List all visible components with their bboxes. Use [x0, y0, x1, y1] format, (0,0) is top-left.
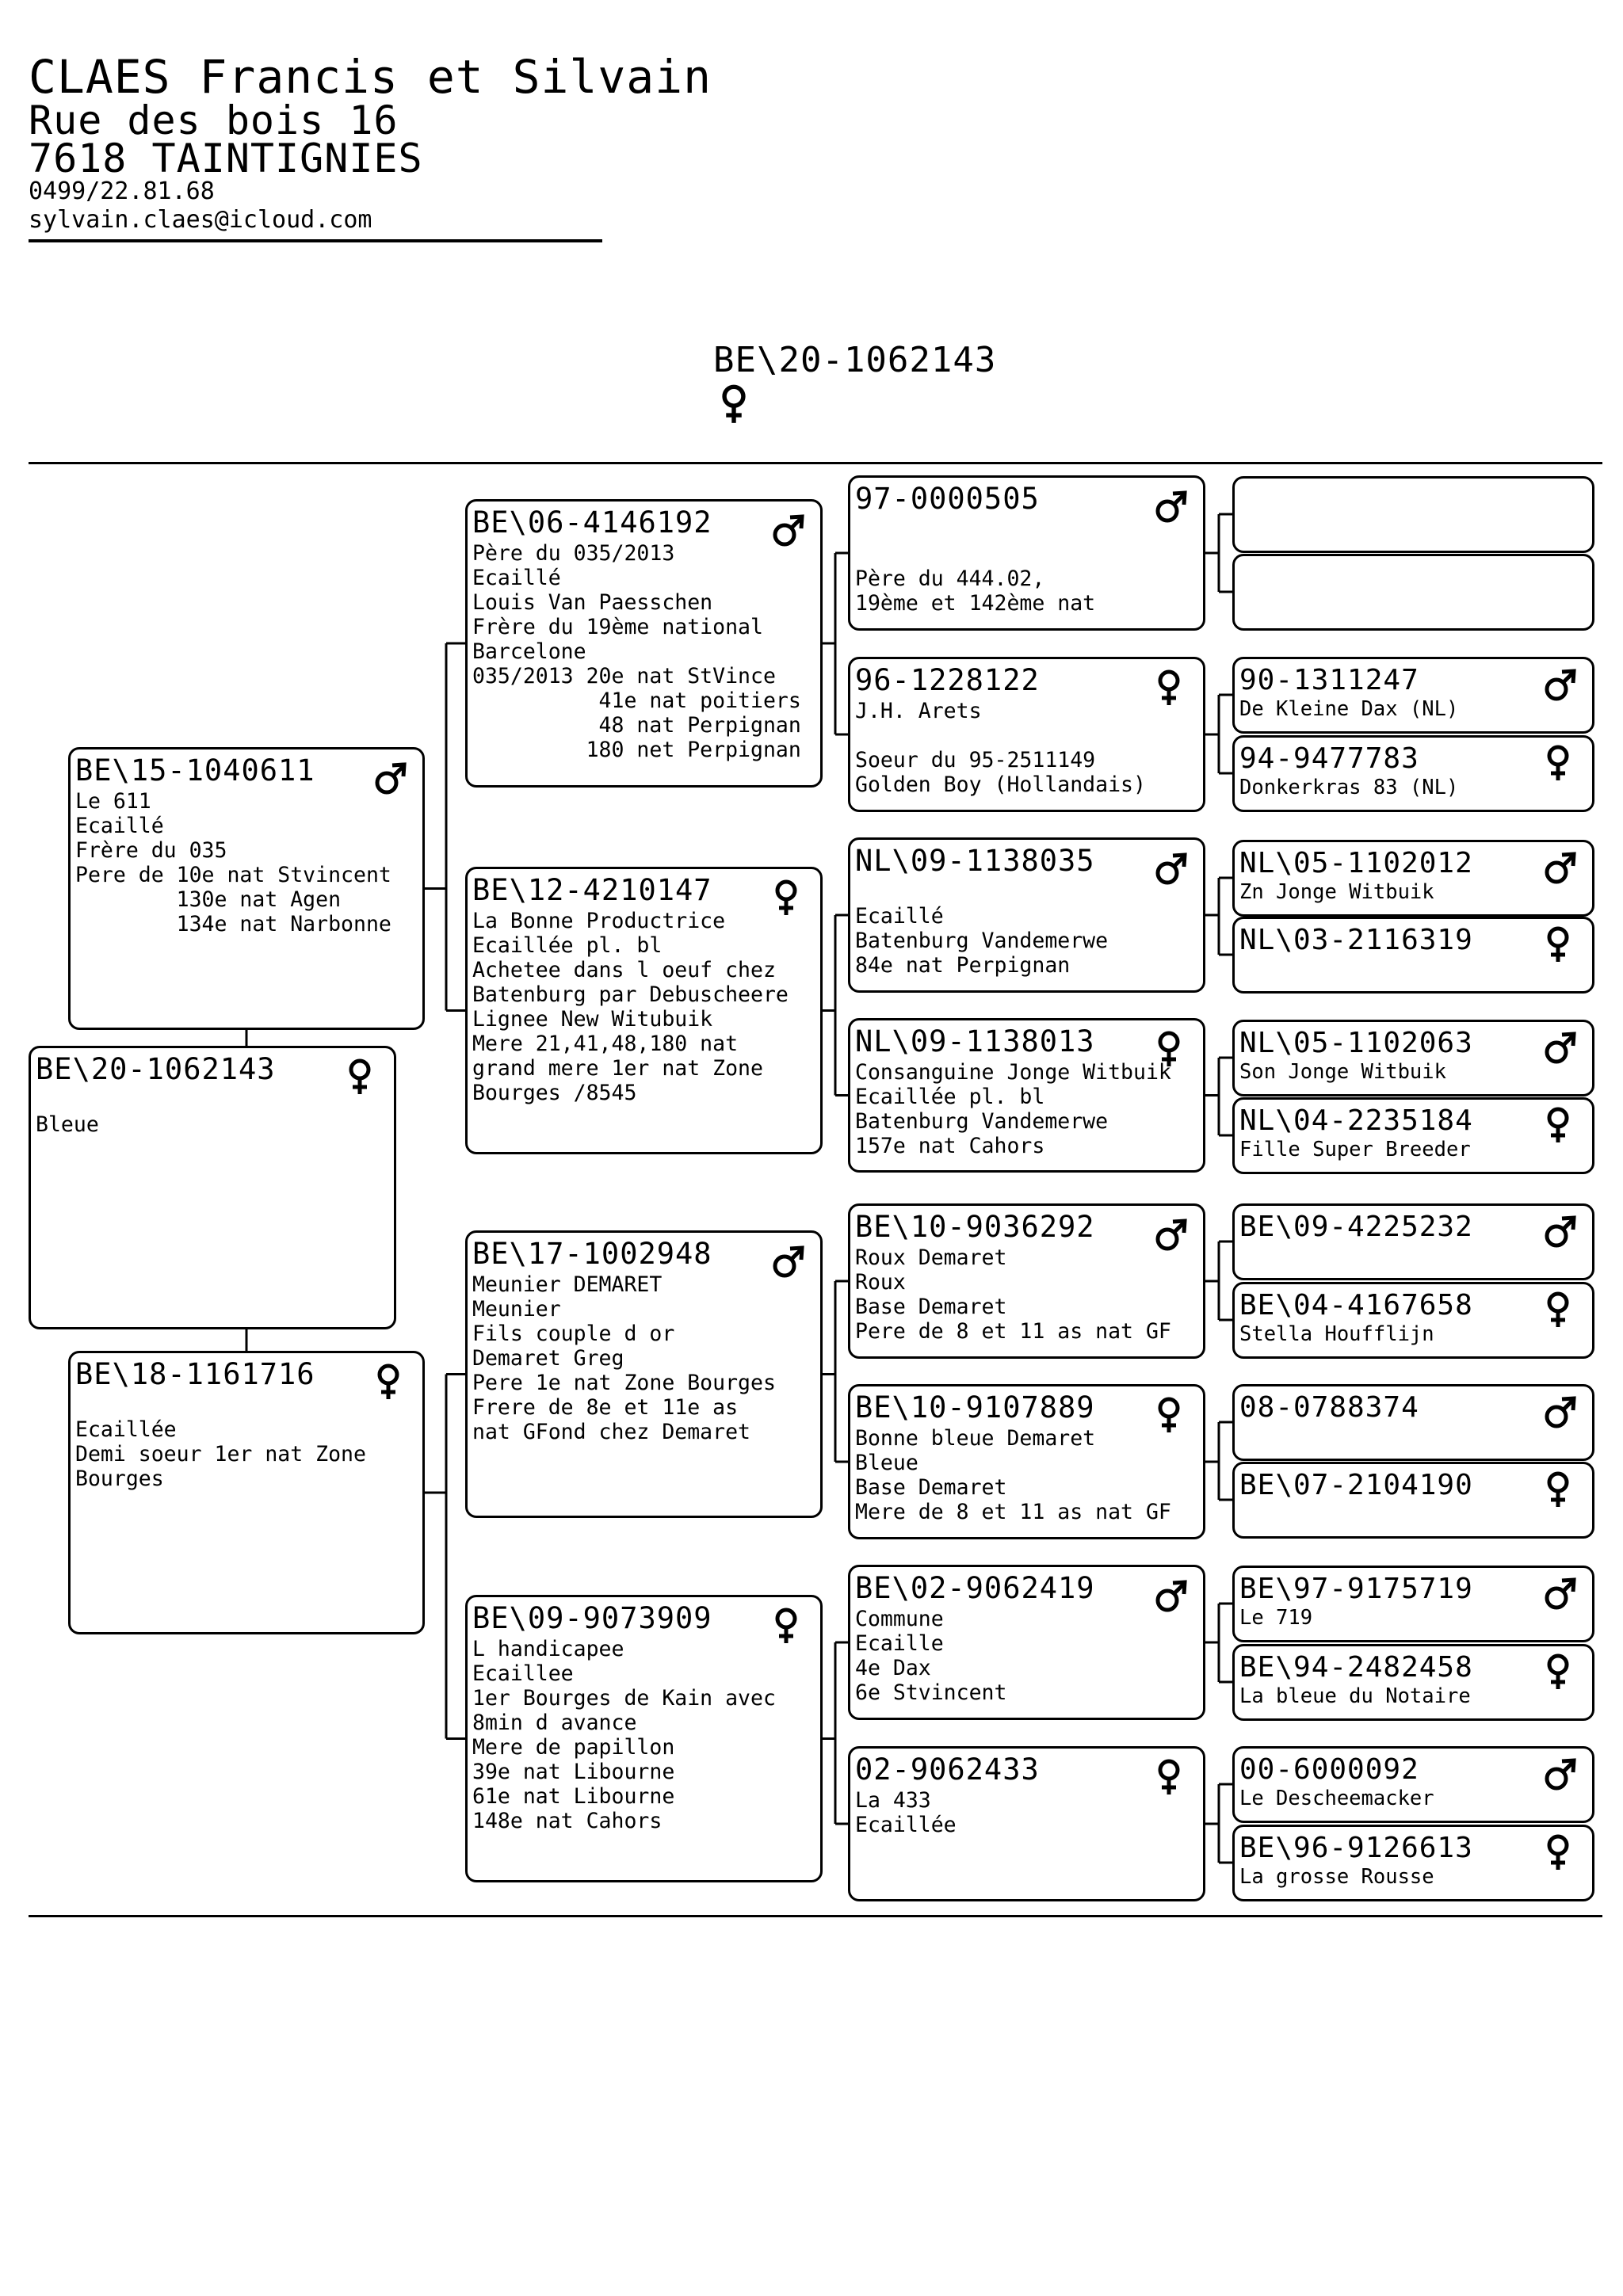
male-icon [1541, 1393, 1578, 1431]
pigeon-note: Donkerkras 83 (NL) [1239, 776, 1459, 799]
ancestor-box[interactable] [1232, 1384, 1594, 1461]
pigeon-note: 19ème et 142ème nat [855, 591, 1096, 616]
pigeon-note: Pere de 8 et 11 as nat GF [855, 1319, 1171, 1344]
male-icon [1541, 1574, 1578, 1612]
pigeon-note: Ecaillée pl. bl [472, 933, 663, 958]
pigeon-note: Frère du 035 [75, 838, 227, 863]
male-icon [372, 759, 408, 797]
pigeon-note: Ecaillée pl. bl [855, 1085, 1045, 1109]
great-grandparent-box[interactable] [848, 1384, 1205, 1539]
pigeon-note: 61e nat Libourne [472, 1784, 675, 1809]
ring-number: 00-6000092 [1239, 1753, 1419, 1786]
ring-number: BE\96-9126613 [1239, 1832, 1473, 1864]
ring-number: 08-0788374 [1239, 1391, 1419, 1424]
pigeon-note [855, 517, 1203, 542]
subject-ring-number: BE\20-1062143 [713, 340, 997, 380]
pigeon-note: Ecaillé [472, 566, 561, 590]
ring-number: 90-1311247 [1239, 664, 1419, 696]
great-grandparent-box[interactable] [848, 1203, 1205, 1359]
ring-number: BE\07-2104190 [1239, 1469, 1473, 1501]
ring-number: BE\02-9062419 [855, 1571, 1095, 1605]
ring-number: 94-9477783 [1239, 742, 1419, 775]
pigeon-note: 157e nat Cahors [855, 1134, 1045, 1158]
ring-number: BE\09-4225232 [1239, 1211, 1473, 1243]
pigeon-note: Consanguine Jonge Witbuik [855, 1060, 1171, 1085]
pigeon-note: Ecaillée [75, 1417, 177, 1442]
pigeon-note: Frere de 8e et 11e as [472, 1395, 739, 1420]
pigeon-note: Fils couple d or [472, 1322, 675, 1346]
male-icon [769, 1242, 806, 1280]
ring-number: NL\09-1138013 [855, 1024, 1095, 1058]
pigeon-note: 035/2013 20e nat StVince [472, 664, 776, 688]
pigeon-note: Base Demaret [855, 1475, 1007, 1500]
female-icon [1152, 1758, 1189, 1796]
female-icon [1541, 1833, 1578, 1871]
female-icon [1152, 1396, 1189, 1434]
great-grandparent-box[interactable] [848, 475, 1205, 631]
pigeon-note: 134e nat Narbonne [75, 912, 391, 936]
pigeon-note: Batenburg par Debuscheere [472, 982, 789, 1007]
ring-number: BE\94-2482458 [1239, 1651, 1473, 1684]
ancestor-box[interactable] [1232, 1020, 1594, 1097]
pigeon-note [855, 879, 1203, 904]
ring-number: BE\09-9073909 [472, 1601, 712, 1635]
ancestor-box[interactable] [1232, 735, 1594, 812]
pigeon-note: Pere de 10e nat Stvincent [75, 863, 391, 887]
female-icon [343, 1058, 380, 1096]
pigeon-note: La bleue du Notaire [1239, 1684, 1471, 1708]
pigeon-note [855, 542, 1203, 566]
pigeon-note: 84e nat Perpignan [855, 953, 1071, 978]
parent-box[interactable] [68, 747, 425, 1030]
pigeon-note: La 433 [855, 1788, 931, 1813]
pigeon-note: Demaret Greg [472, 1346, 624, 1371]
pigeon-note: Pere 1e nat Zone Bourges [472, 1371, 776, 1395]
pigeon-note: 41e nat poitiers [472, 688, 801, 713]
pigeon-note: Roux [855, 1270, 906, 1295]
pigeon-note: Achetee dans l oeuf chez [472, 958, 776, 982]
pigeon-note: Ecaillé [75, 814, 164, 838]
grandparent-box[interactable] [465, 867, 823, 1154]
subject-box[interactable] [29, 1046, 396, 1329]
ancestor-box[interactable] [1232, 1825, 1594, 1901]
pigeon-note: Meunier [472, 1297, 561, 1322]
pigeon-note: Père du 035/2013 [472, 541, 675, 566]
pigeon-note: De Kleine Dax (NL) [1239, 697, 1459, 721]
ancestor-box[interactable] [1232, 1097, 1594, 1174]
male-icon [1152, 849, 1189, 887]
ring-number: BE\12-4210147 [472, 873, 712, 907]
ring-number: BE\18-1161716 [75, 1357, 315, 1391]
ancestor-box[interactable] [1232, 476, 1594, 553]
pigeon-note: Le Descheemacker [1239, 1787, 1434, 1810]
pigeon-note: 180 net Perpignan [472, 738, 801, 762]
ancestor-box[interactable] [1232, 1566, 1594, 1642]
pigeon-note: Bourges [75, 1466, 164, 1491]
ring-number: 97-0000505 [855, 482, 1040, 516]
grandparent-box[interactable] [465, 1230, 823, 1518]
ancestor-box[interactable] [1232, 657, 1594, 734]
great-grandparent-box[interactable] [848, 837, 1205, 993]
pigeon-note: Le 611 [75, 789, 151, 814]
ring-number: BE\04-4167658 [1239, 1289, 1473, 1322]
ancestor-box[interactable] [1232, 1282, 1594, 1359]
female-icon [769, 1607, 806, 1645]
pigeon-note: 48 nat Perpignan [472, 713, 801, 738]
female-icon [769, 879, 806, 917]
female-icon [1541, 744, 1578, 782]
pigeon-note: Bourges /8545 [472, 1081, 637, 1105]
pigeon-note: Lignee New Witubuik [472, 1007, 713, 1032]
owner-name: CLAES Francis et Silvain [29, 50, 712, 104]
pigeon-note: J.H. Arets [855, 699, 982, 723]
pigeon-note: Mere 21,41,48,180 nat [472, 1032, 739, 1056]
male-icon [1152, 1577, 1189, 1615]
ring-number: BE\06-4146192 [472, 505, 712, 540]
pigeon-note: Zn Jonge Witbuik [1239, 880, 1434, 904]
female-icon [1541, 1653, 1578, 1691]
pigeon-note: Le 719 [1239, 1606, 1313, 1630]
ring-number: NL\09-1138035 [855, 844, 1095, 878]
great-grandparent-box[interactable] [848, 1018, 1205, 1173]
grandparent-box[interactable] [465, 1595, 823, 1882]
owner-city: 7618 TAINTIGNIES [29, 135, 423, 181]
grandparent-box[interactable] [465, 499, 823, 788]
pigeon-note: Ecaillée [855, 1813, 957, 1837]
ring-number: NL\04-2235184 [1239, 1104, 1473, 1137]
owner-phone: 0499/22.81.68 [29, 177, 215, 205]
pigeon-note: 130e nat Agen [75, 887, 342, 912]
great-grandparent-box[interactable] [848, 1565, 1205, 1720]
parent-box[interactable] [68, 1351, 425, 1634]
male-icon [1541, 1212, 1578, 1250]
pigeon-note: grand mere 1er nat Zone [472, 1056, 763, 1081]
pigeon-note: Son Jonge Witbuik [1239, 1060, 1446, 1084]
female-icon [372, 1363, 408, 1401]
ring-number: 96-1228122 [855, 663, 1040, 697]
pigeon-note: Stella Houfflijn [1239, 1322, 1434, 1346]
female-icon [1541, 1106, 1578, 1144]
pigeon-note: Soeur du 95-2511149 [855, 748, 1096, 772]
pigeon-note: nat GFond chez Demaret [472, 1420, 750, 1444]
pigeon-note: L handicapee [472, 1637, 624, 1661]
female-icon [1541, 1291, 1578, 1329]
pigeon-note: Mere de 8 et 11 as nat GF [855, 1500, 1171, 1524]
pigeon-note: Barcelone [472, 639, 586, 664]
pigeon-note: Meunier DEMARET [472, 1272, 663, 1297]
ring-number: 02-9062433 [855, 1753, 1040, 1787]
pigeon-note: Père du 444.02, [855, 566, 1045, 591]
pigeon-note: Roux Demaret [855, 1245, 1007, 1270]
ring-number: NL\05-1102063 [1239, 1027, 1473, 1059]
female-icon [1152, 669, 1189, 707]
owner-street: Rue des bois 16 [29, 97, 399, 143]
pigeon-note: Frère du 19ème national [472, 615, 763, 639]
ring-number: BE\10-9107889 [855, 1390, 1095, 1425]
ancestor-box[interactable] [1232, 554, 1594, 631]
pigeon-note: 4e Dax [855, 1656, 931, 1680]
pigeon-note: Louis Van Paesschen [472, 590, 713, 615]
pigeon-note: Bonne bleue Demaret [855, 1426, 1096, 1451]
female-icon [1541, 925, 1578, 963]
ancestor-box[interactable] [1232, 1644, 1594, 1721]
male-icon [1152, 1215, 1189, 1253]
pigeon-note: Bleue [36, 1112, 99, 1137]
great-grandparent-box[interactable] [848, 1746, 1205, 1901]
pigeon-note: 148e nat Cahors [472, 1809, 663, 1833]
ancestor-box[interactable] [1232, 1203, 1594, 1280]
ancestor-box[interactable] [1232, 840, 1594, 917]
ancestor-box[interactable] [1232, 1746, 1594, 1823]
male-icon [1541, 1028, 1578, 1066]
pigeon-note: 39e nat Libourne [472, 1760, 675, 1784]
male-icon [769, 511, 806, 549]
pigeon-note: 8min d avance [472, 1711, 637, 1735]
pigeon-note [36, 1088, 394, 1112]
ring-number: BE\10-9036292 [855, 1210, 1095, 1244]
pigeon-note: 1er Bourges de Kain avec [472, 1686, 776, 1711]
pigeon-note: Batenburg Vandemerwe [855, 1109, 1109, 1134]
pigeon-note: Base Demaret [855, 1295, 1007, 1319]
pigeon-note: 6e Stvincent [855, 1680, 1007, 1705]
pigeon-note: Fille Super Breeder [1239, 1138, 1471, 1161]
ring-number: NL\03-2116319 [1239, 924, 1473, 956]
pigeon-note: Batenburg Vandemerwe [855, 929, 1109, 953]
pigeon-note: Golden Boy (Hollandais) [855, 772, 1146, 797]
ring-number: BE\20-1062143 [36, 1052, 276, 1086]
pigeon-note: La Bonne Productrice [472, 909, 726, 933]
ancestor-box[interactable] [1232, 917, 1594, 994]
ancestor-box[interactable] [1232, 1462, 1594, 1539]
pigeon-note: La grosse Rousse [1239, 1865, 1434, 1889]
pigeon-note: Ecaille [855, 1631, 944, 1656]
pigeon-note [855, 723, 1203, 748]
female-icon [1541, 1470, 1578, 1508]
male-icon [1152, 487, 1189, 525]
ring-number: BE\17-1002948 [472, 1237, 712, 1271]
pigeon-note [75, 1393, 422, 1417]
pigeon-note: Mere de papillon [472, 1735, 675, 1760]
pigeon-note: Bleue [855, 1451, 918, 1475]
pigeon-note: Demi soeur 1er nat Zone [75, 1442, 366, 1466]
female-icon [1152, 1030, 1189, 1068]
male-icon [1541, 849, 1578, 887]
great-grandparent-box[interactable] [848, 657, 1205, 812]
ring-number: BE\15-1040611 [75, 753, 315, 788]
pigeon-note: Commune [855, 1607, 944, 1631]
owner-email[interactable]: sylvain.claes@icloud.com [29, 206, 372, 234]
ring-number: BE\97-9175719 [1239, 1573, 1473, 1605]
ring-number: NL\05-1102012 [1239, 847, 1473, 879]
pigeon-note: Ecaillee [472, 1661, 574, 1686]
pigeon-note: Ecaillé [855, 904, 944, 929]
male-icon [1541, 666, 1578, 704]
male-icon [1541, 1755, 1578, 1793]
